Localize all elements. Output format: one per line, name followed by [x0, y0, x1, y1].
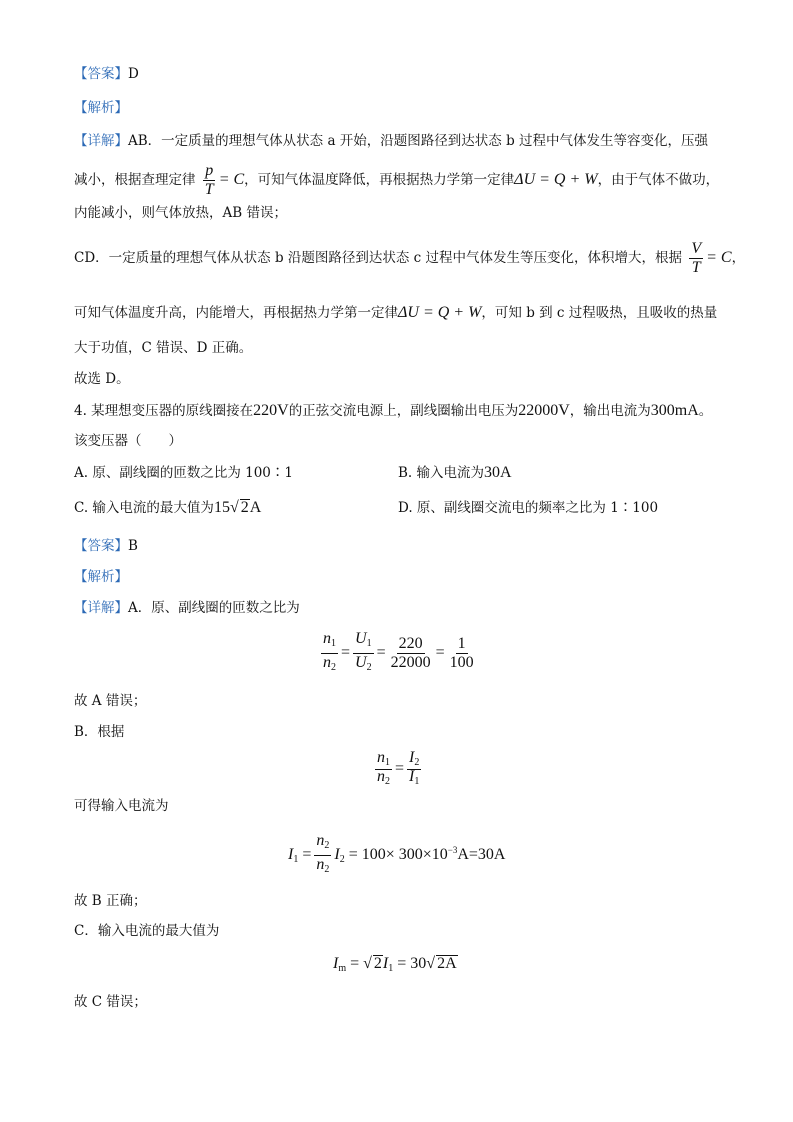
- detail-tag: 【详解】: [74, 133, 128, 149]
- b-result-text: 可得输入电流为: [74, 798, 169, 814]
- q3-detail-line1: 【详解】AB．一定质量的理想气体从状态 a 开始，沿题图路径到达状态 b 过程中气体发生等容变化，压强: [74, 133, 709, 149]
- v-over-t-fraction: $\frac{V}{T}$: [691, 240, 702, 276]
- option-d[interactable]: D. 原、副线圈交流电的频率之比为 1∶100: [398, 500, 659, 516]
- option-a[interactable]: A. 原、副线圈的匝数之比为 100∶1: [74, 465, 293, 481]
- q4-stem: 4. 某理想变压器的原线圈接在220V的正弦交流电源上，副线圈输出电压为22000V，输出电流为300mA。: [74, 402, 713, 419]
- q4-answer: B: [128, 538, 138, 554]
- q4-analysis-tag: 【解析】: [74, 569, 128, 585]
- a-wrong: 故 A 错误；: [74, 693, 147, 709]
- b-correct: 故 B 正确；: [74, 893, 147, 909]
- q3-detail-line4: CD．一定质量的理想气体从状态 b 沿题图路径到达状态 c 过程中气体发生等压变化，体积增大，根据 $\frac{V}{T}$ = C，: [74, 240, 746, 276]
- c-wrong: 故 C 错误；: [74, 994, 147, 1010]
- p-over-t-fraction: $\frac{p}{T}$: [204, 162, 214, 198]
- q3-detail-line6: 大于功值，C 错误、D 正确。: [74, 340, 253, 356]
- turns-ratio-equation: $\frac{n_1}{n_2}$ = $\frac{U_1}{U_2}$ = $\frac{220}{22000}$ = $\frac{1}{100}$: [323, 630, 474, 673]
- answer-tag: 【答案】: [74, 66, 128, 82]
- q4-answer-line: 【答案】B: [74, 538, 138, 554]
- option-c[interactable]: C. 输入电流的最大值为15√ 2A: [74, 499, 262, 516]
- max-current-equation: $I_m$ = √ $2I_1 = 30√$ 2A: [333, 955, 457, 974]
- first-law-equation: ΔU = Q + W: [514, 171, 598, 188]
- q3-detail-line5: 可知气体温度升高，内能增大，再根据热力学第一定律ΔU = Q + W，可知 b 到 c 过程吸热，且吸收的热量: [74, 304, 718, 321]
- current-ratio-equation: $\frac{n_1}{n_2}$ = $\frac{I_2}{I_1}$: [377, 749, 420, 787]
- c-label: C．输入电流的最大值为: [74, 923, 220, 939]
- q3-answer: D: [128, 66, 139, 82]
- q3-analysis-tag: 【解析】: [74, 100, 128, 116]
- b-label: B．根据: [74, 724, 125, 740]
- q3-detail-line2: 减小，根据查理定律 $\frac{p}{T}$ = C，可知气体温度降低，再根据热力学第一定律ΔU = Q + W，由于气体不做功，: [74, 162, 720, 198]
- q4-detail-line1: 【详解】A．原、副线圈的匝数之比为: [74, 600, 300, 616]
- option-b[interactable]: B. 输入电流为30A: [398, 464, 512, 481]
- input-current-equation: $I_1$ = $\frac{n_2}{n_2}$ $I_2 = 100\times 300\times 10^{-3}A=30A$: [288, 832, 506, 875]
- q3-answer-line: [74, 64, 139, 84]
- q3-conclusion: 故选 D。: [74, 371, 130, 387]
- q4-stem-line2: 该变压器（ ）: [74, 433, 182, 449]
- q3-detail-line3: 内能减小，则气体放热，AB 错误；: [74, 205, 287, 221]
